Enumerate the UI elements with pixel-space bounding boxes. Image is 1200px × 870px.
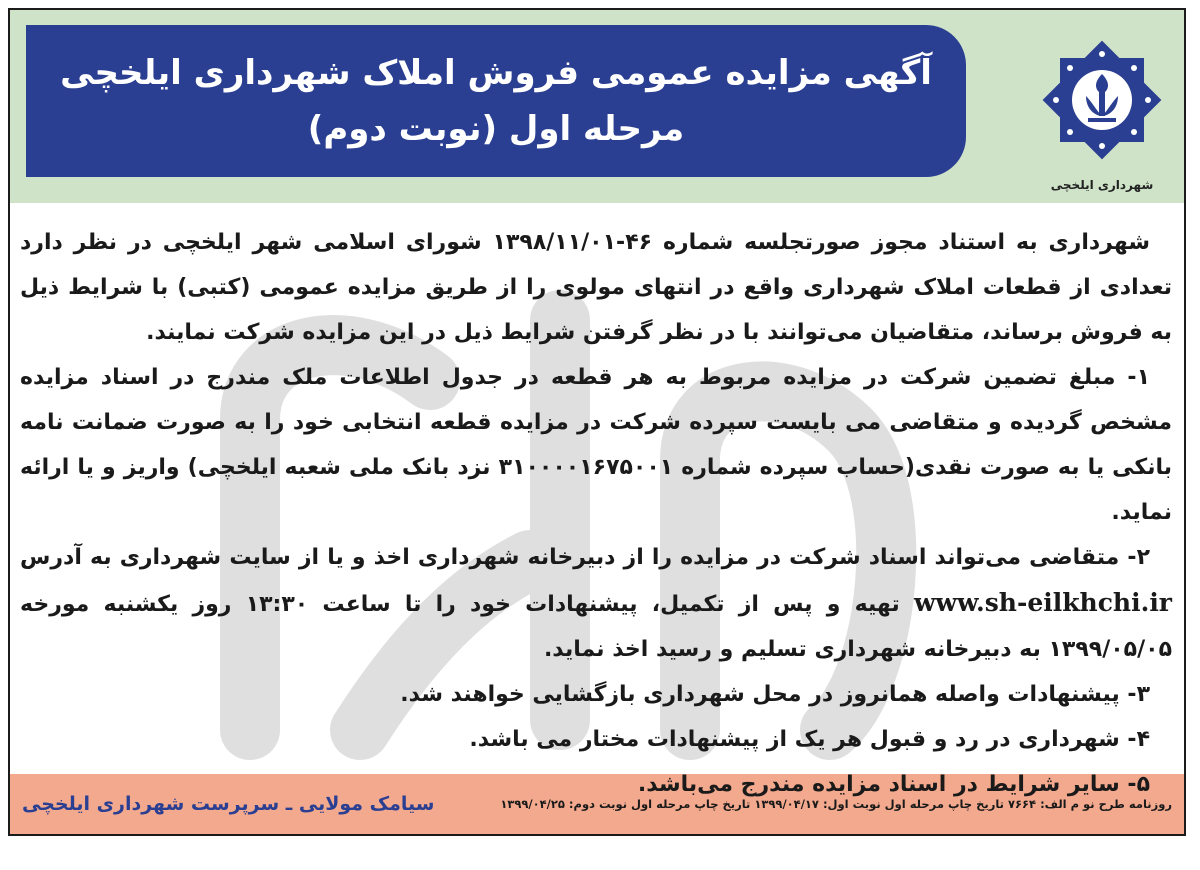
- condition-item-1: ۱- مبلغ تضمین شرکت در مزایده مربوط به هر قطعه در جدول اطلاعات ملک مندرج در اسناد مزایده مشخص گردیده و متقاضی می بایست سپرده شرکت در مزایده قطعه انتخابی خود را به صورت ضمانت نامه بانکی یا به صورت نقدی(حساب سپرده شماره ۳۱۰۰۰۰۱۶۷۵۰۰۱ نزد بانک ملی شعبه ایلخچی) واریز و یا ارائه نماید.: [20, 365, 1173, 525]
- notice-body: [20, 220, 1173, 797]
- title-box: [26, 25, 966, 177]
- condition-item-2-deadline: تهیه و پس از تکمیل، پیشنهادات خود را تا ساعت ۱۳:۳۰ روز یکشنبه مورخه ۱۳۹۹/۰۵/۰۵ به دبیرخانه شهرداری تسلیم و رسید اخذ نماید.: [20, 592, 1172, 662]
- municipality-logo-icon: [1042, 40, 1162, 160]
- header-band: [10, 10, 1184, 203]
- website-url: www.sh-eilkhchi.ir: [913, 588, 1172, 617]
- intro-paragraph: شهرداری به استناد مجوز صورتجلسه شماره ۴۶-۱۳۹۸/۱۱/۰۱ شورای اسلامی شهر ایلخچی در نظر دارد تعدادی از قطعات املاک شهرداری واقع در انتهای مولوی را از طریق مزایده عمومی (کتبی) با شرایط ذیل به فروش برساند، متقاضیان می‌توانند با در نظر گرفتن شرایط ذیل در این مزایده شرکت نمایند.: [20, 230, 1172, 345]
- condition-item-5: ۵- سایر شرایط در اسناد مزایده مندرج می‌باشد.: [637, 772, 1150, 797]
- condition-item-2-text: ۲- متقاضی می‌تواند اسناد شرکت در مزایده را از دبیرخانه شهرداری اخذ و یا از سایت شهرداری به آدرس: [20, 545, 1150, 570]
- condition-item-4: ۴- شهرداری در رد و قبول هر یک از پیشنهادات مختار می باشد.: [469, 727, 1150, 752]
- signature: سیامک مولایی ـ سرپرست شهرداری ایلخچی: [22, 793, 435, 815]
- publication-info: روزنامه طرح نو م الف: ۷۶۶۴ تاریخ چاپ مرحله اول نوبت اول: ۱۳۹۹/۰۴/۱۷ تاریخ چاپ مرحله اول نوبت دوم: ۱۳۹۹/۰۴/۲۵: [500, 797, 1172, 811]
- logo-caption: شهرداری ایلخچی: [1050, 178, 1154, 192]
- condition-item-2: [20, 535, 1172, 672]
- notice-frame: [8, 8, 1186, 836]
- notice-subtitle: مرحله اول (نوبت دوم): [307, 109, 685, 149]
- notice-title: آگهی مزایده عمومی فروش املاک شهرداری ایلخچی: [60, 53, 932, 93]
- condition-item-3: ۳- پیشنهادات واصله همانروز در محل شهرداری بازگشایی خواهند شد.: [400, 682, 1150, 707]
